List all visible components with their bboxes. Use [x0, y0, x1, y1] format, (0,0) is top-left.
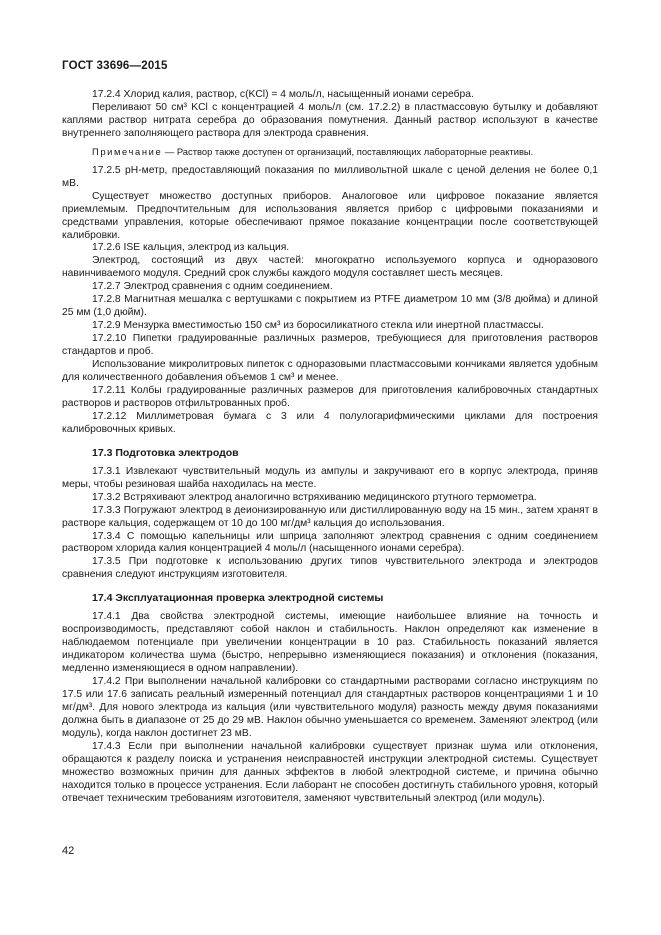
section-heading-17-4: 17.4 Эксплуатационная проверка электродной системы — [92, 592, 384, 605]
note-text: — Раствор также доступен от организаций, поставляющих лабораторные реактивы. — [162, 145, 534, 157]
paragraph-17-2-10: 17.2.10 Пипетки градуированные различных размеров, требующиеся для приготовления растворов стандартов и проб. — [62, 333, 598, 358]
paragraph-17-3-5: 17.3.5 При подготовке к использованию других типов чувствительного электрода и электродов сравнения следуют инструкциям изготовителя. — [62, 556, 598, 581]
paragraph-17-2-4-body: Переливают 50 см³ KCl с концентрацией 4 моль/л (см. 17.2.2) в пластмассовую бутылку и добавляют каплями раствор нитрата серебра до образования помутнения. Данный раствор используют в качестве внутреннего заполняющего раствора для электрода сравнения. — [62, 101, 598, 139]
page-number: 42 — [62, 845, 75, 857]
paragraph-17-2-10-body: Использование микролитровых пипеток с одноразовыми пластмассовыми кончиками является удобным для количественного добавления объемов 1 см³ и менее. — [62, 359, 598, 384]
paragraph-17-4-3: 17.4.3 Если при выполнении начальной калибровки существует признак шума или отклонения, обращаются к разделу поиска и устранения неисправностей инструкции электродной системы. Существует множество возможных причин для данных эффектов в любой электродной системе, и причина обычно находится только в процессе устранения. Если лаборант не способен достигнуть стабильного уровня, который отвечает техническим требованиям изготовителя, заменяют чувствительный электрод (или модуль). — [62, 740, 598, 804]
section-heading-17-3: 17.3 Подготовка электродов — [92, 446, 239, 459]
paragraph-17-3-1: 17.3.1 Извлекают чувствительный модуль из ампулы и закручивают его в корпус электрода, приняв меры, чтобы резиновая шайба находилась на месте. — [62, 465, 598, 490]
paragraph-17-2-11: 17.2.11 Колбы градуированные различных размеров для приготовления калибровочных стандартных растворов и растворов отфильтрованных проб. — [62, 384, 598, 409]
paragraph-17-2-6-body: Электрод, состоящий из двух частей: многократно используемого корпуса и одноразового навинчиваемого модуля. Средний срок службы каждого модуля составляет шесть месяцев. — [62, 255, 598, 280]
paragraph-17-3-2: 17.3.2 Встряхивают электрод аналогично встряхиванию медицинского ртутного термометра. — [92, 491, 537, 503]
paragraph-17-2-8: 17.2.8 Магнитная мешалка с вертушками с покрытием из PTFE диаметром 10 мм (3/8 дюйма) и длиной 25 мм (1,0 дюйм). — [62, 294, 598, 319]
paragraph-17-2-9: 17.2.9 Мензурка вместимостью 150 см³ из боросиликатного стекла или инертной пластмассы. — [92, 320, 544, 332]
paragraph-17-2-7: 17.2.7 Электрод сравнения с одним соединением. — [92, 281, 333, 293]
document-body — [62, 89, 598, 806]
paragraph-17-2-6: 17.2.6 ISE кальция, электрод из кальция. — [92, 242, 290, 254]
standard-id: ГОСТ 33696—2015 — [62, 60, 168, 72]
paragraph-17-2-4: 17.2.4 Хлорид калия, раствор, c(KCl) = 4 моль/л, насыщенный ионами серебра. — [92, 89, 474, 100]
paragraph-17-4-2: 17.4.2 При выполнении начальной калибровки со стандартными растворами согласно инструкциям по 17.5 или 17.6 записать реальный измеренный потенциал для стандартных растворов концентрациями 1 и 10 мг/дм³. Для нового электрода из кальция (или чувствительного модуля) разность между двумя показаниями должна быть в диапазоне от 25 до 29 мВ. Наклон обычно уменьшается со временем. Заменяют электрод (или модуль), когда наклон достигнет 23 мВ. — [62, 676, 598, 739]
paragraph-17-2-5-body: Существует множество доступных приборов. Аналоговое или цифровое показание является приемлемым. Предпочтительным для использования является прибор с цифровыми показаниями и средствами управления, которые обеспечивают прямое показание концентрации после соответствующей калибровки. — [62, 190, 598, 241]
note-label: Примечание — [92, 145, 163, 157]
paragraph-17-2-12: 17.2.12 Миллиметровая бумага с 3 или 4 полулогарифмическими циклами для построения калибровочных кривых. — [62, 410, 598, 435]
paragraph-17-4-1: 17.4.1 Два свойства электродной системы, имеющие наибольшее влияние на точность и воспроизводимость, представляют собой наклон и стабильность. Наклон определяют как изменение в наблюдаемом потенциале при увеличении концентрации в 10 раз. Стабильность показаний является индикатором количества шума (быстро, непрерывно изменяющиеся показания) и отклонения (показания, медленно изменяющиеся в одном направлении). — [62, 611, 598, 675]
paragraph-17-3-4: 17.3.4 С помощью капельницы или шприца заполняют электрод сравнения с одним соединением раствором хлорида калия концентрацией 4 моль/л (насыщенного ионами серебра). — [62, 530, 598, 555]
paragraph-17-2-5: 17.2.5 pH-метр, предоставляющий показания по милливольтной шкале с ценой деления не более 0,1 мВ. — [62, 164, 598, 189]
note — [62, 146, 598, 159]
paragraph-17-3-3: 17.3.3 Погружают электрод в деионизированную или дистиллированную воду на 15 мин., затем хранят в растворе кальция, содержащем от 10 до 100 мг/дм³ кальция до использования. — [62, 504, 598, 529]
